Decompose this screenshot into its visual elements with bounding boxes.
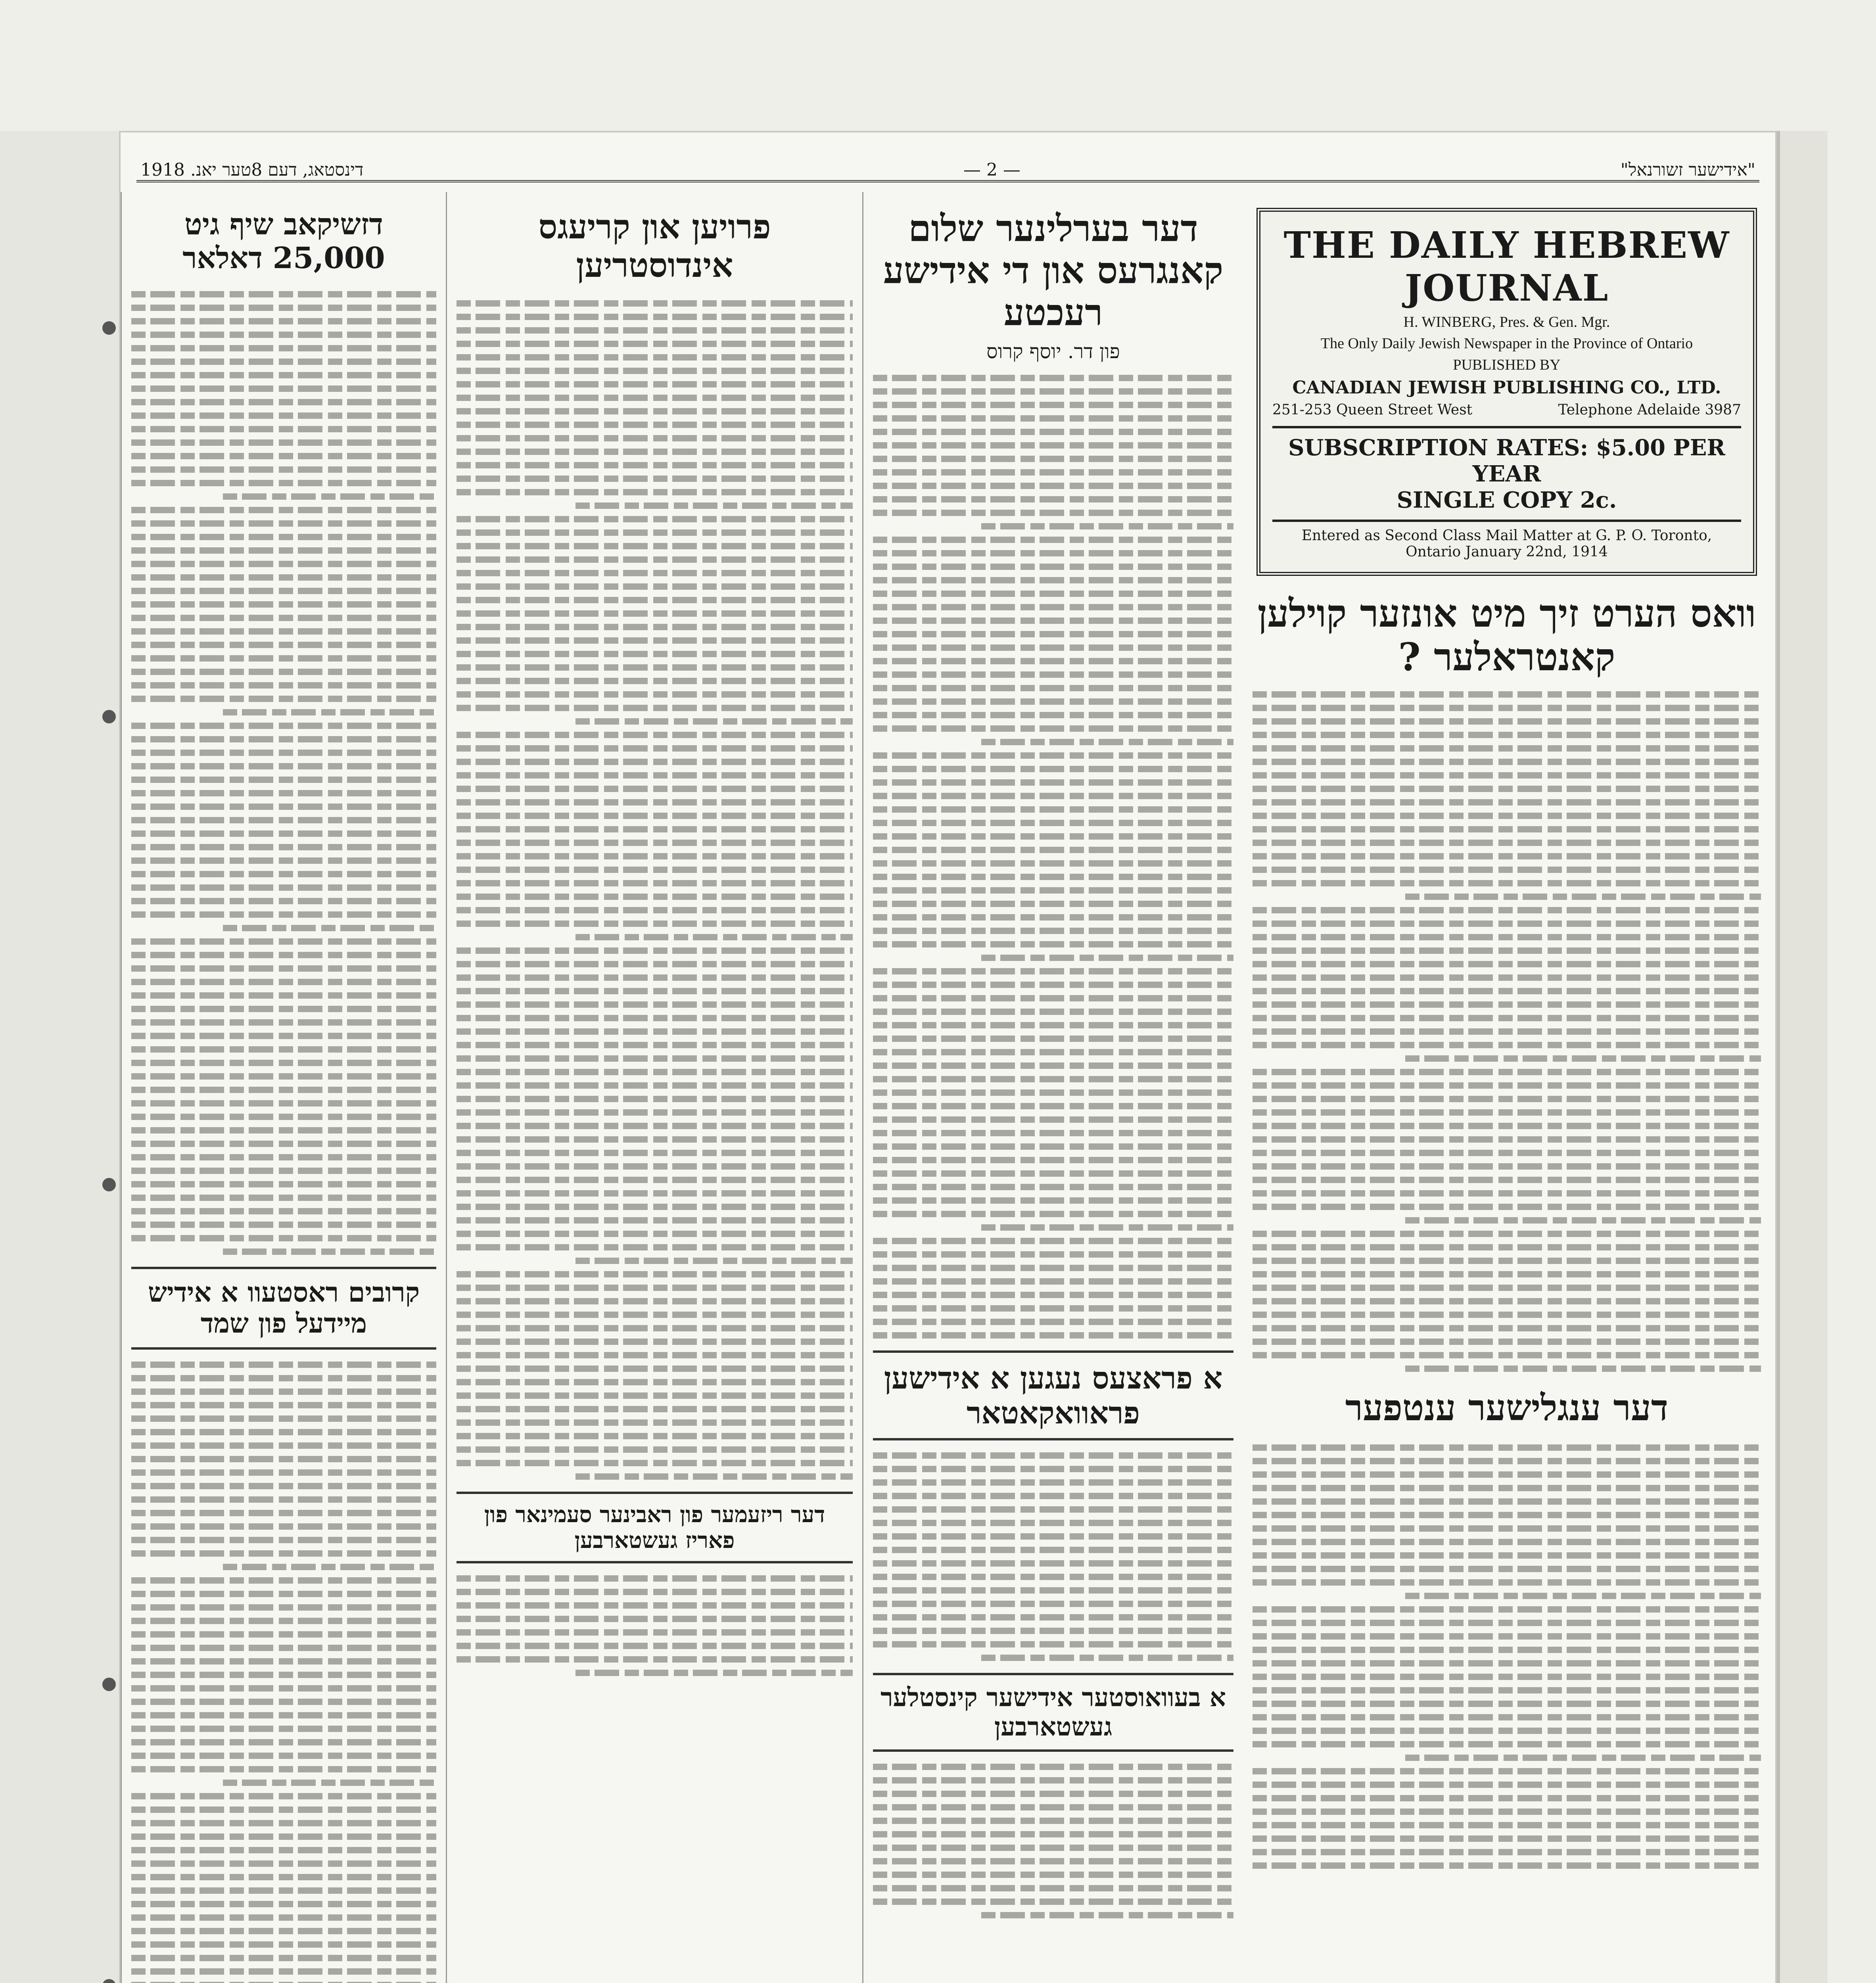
berlin-congress-article-body [873, 375, 1233, 1339]
column-mid-left [446, 192, 862, 1983]
artist-obituary-box [873, 1673, 1233, 1752]
relatives-convert-box [131, 1267, 436, 1349]
english-answer-headline: דער ענגלישער ענטפער [1345, 1387, 1669, 1429]
masthead-tagline: The Only Daily Jewish Newspaper in the Province of Ontario [1320, 335, 1693, 352]
binding-hole [102, 710, 116, 723]
column-left [121, 192, 446, 1983]
english-answer-article-body [1253, 1444, 1761, 1869]
page-header [136, 156, 1759, 182]
subscription-box [1272, 426, 1741, 522]
postal-entry-notice: Entered as Second Class Mail Matter at G. P. O. Toronto, Ontario January 22nd, 1914 [1301, 527, 1712, 560]
header-paper-name: "אידישער זשורנאל" [1620, 160, 1755, 180]
binding-hole [102, 1979, 116, 1983]
masthead-title: THE DAILY HEBREW JOURNAL [1283, 224, 1730, 309]
rabbinical-seminary-box [457, 1492, 853, 1563]
masthead-published-by: PUBLISHED BY [1453, 357, 1561, 373]
berlin-congress-byline: פון דר. יוסף קרוס [986, 340, 1120, 363]
header-page-number: — 2 — [963, 160, 1020, 180]
subscription-rates: SUBSCRIPTION RATES: $5.00 PER YEAR [1288, 435, 1725, 487]
masthead-telephone: Telephone Adelaide 3987 [1558, 402, 1741, 418]
schiff-donation-article-body [131, 291, 436, 1255]
women-war-industry-headline: פרויען און קריעגס אינדוסטריען [538, 207, 771, 285]
masthead-contact-row [1272, 402, 1741, 418]
header-date: דינסטאג, דעם 8טער יאנ. 1918 [140, 160, 364, 180]
newspaper-page [119, 131, 1777, 1983]
provocateur-trial-headline: א פראצעס נעגען א אידישען פראוואקאטאר [884, 1360, 1223, 1431]
artist-obituary-headline: א בעוואוסטער אידישער קינסטלער געשטארבען [880, 1683, 1226, 1742]
provocateur-trial-box [873, 1350, 1233, 1440]
relatives-convert-headline: קרובים ראסטעוו א אידיש מיידעל פון שמד [148, 1277, 420, 1340]
masthead-publisher: CANADIAN JEWISH PUBLISHING CO., LTD. [1292, 378, 1721, 398]
column-right [1243, 192, 1770, 1983]
next-page-edge [1777, 131, 1828, 1983]
masthead-manager: H. WINBERG, Pres. & Gen. Mgr. [1403, 314, 1610, 330]
binding-hole [102, 321, 116, 335]
column-mid-right [862, 192, 1243, 1983]
provocateur-trial-article-body [873, 1452, 1233, 1661]
masthead-address: 251-253 Queen Street West [1272, 402, 1473, 418]
schiff-donation-headline: דזשיקאב שיף גיט 25,000 דאלאר [182, 207, 385, 276]
rabbinical-seminary-headline: דער ריזעמער פון ראבינער סעמינאר פון פאריז געשטארבען [484, 1502, 825, 1553]
coal-controller-article-body [1253, 691, 1761, 1372]
binding-hole [102, 1178, 116, 1191]
rabbinical-seminary-article-body [457, 1575, 853, 1676]
single-copy-price: SINGLE COPY 2c. [1396, 487, 1617, 513]
relatives-convert-article-body [131, 1362, 436, 1983]
women-war-industry-article-body [457, 300, 853, 1480]
binding-hole [102, 1678, 116, 1691]
berlin-congress-headline: דער בערלינער שלום קאנגרעס און די אידישע רעכטע [883, 207, 1224, 334]
masthead [1256, 208, 1757, 576]
coal-controller-headline: וואס הערט זיך מיט אונזער קוילען קאנטראלער ? [1257, 591, 1756, 680]
artist-obituary-article-body [873, 1764, 1233, 1918]
